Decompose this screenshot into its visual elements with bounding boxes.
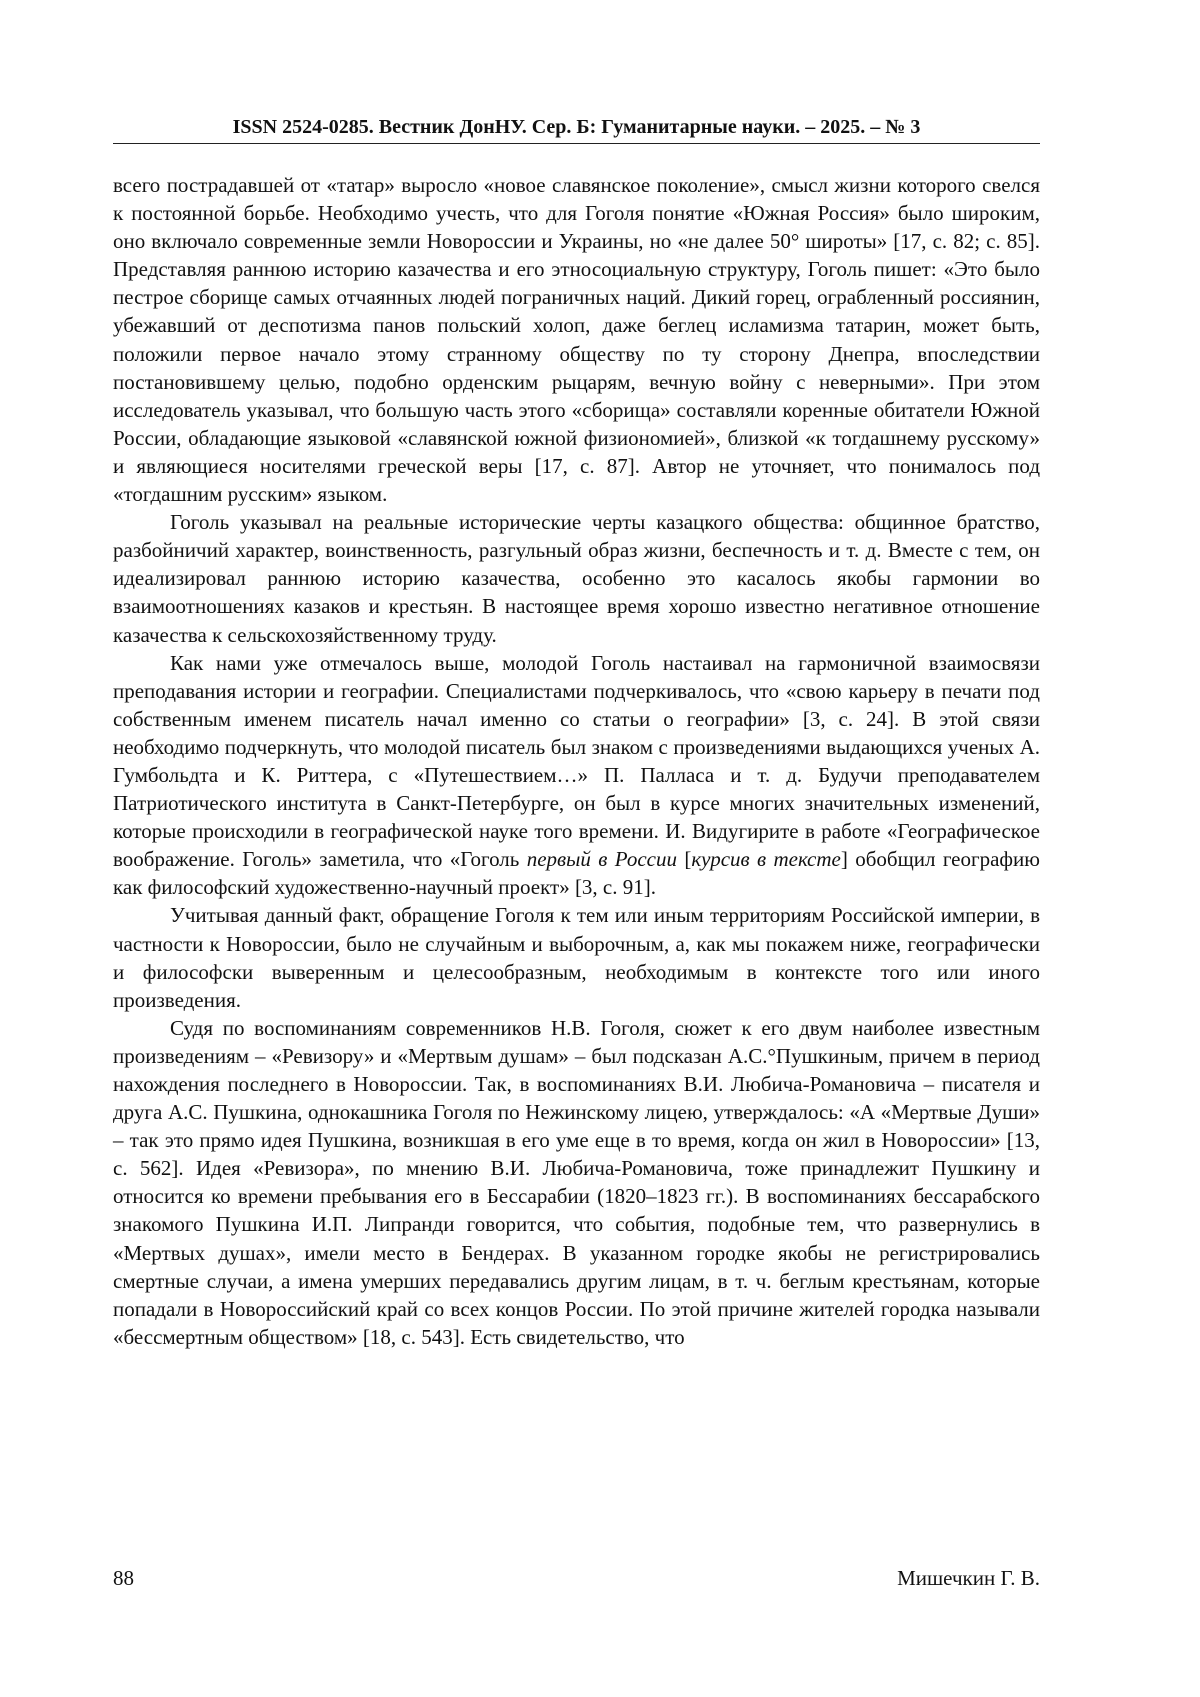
paragraph-3-text-middle: [ — [676, 847, 692, 872]
paragraph-3-text-before: Как нами уже отмечалось выше, молодой Гоголь настаивал на гармоничной взаимосвязи преподавания истории и географии. Специалистами подчеркивалось, что «свою карьеру в печати под собственным именем писатель начал именно со статьи о географии» [3, с. 24]. В этой связи необходимо подчеркнуть, что молодой писатель был знаком с произведениями выдающихся ученых А. Гумбольдта и К. Риттера, с «Путешествием…» П. Палласа и т. д. Будучи преподавателем Патриотического института в Санкт-Петербурге, он был в курсе многих значительных изменений, которые происходили в географической науке того времени. И. Видугирите в работе «Географическое воображение. Гоголь» заметила, что «Гоголь — [113, 650, 1040, 872]
paragraph-4: Учитывая данный факт, обращение Гоголя к тем или иным территориям Российской империи, в частности к Новороссии, было не случайным и выборочным, а, как мы покажем ниже, географически и философски выверенным и целесообразным, необходимым в контексте того или иного произведения. — [113, 903, 1040, 1012]
page-number: 88 — [113, 1566, 134, 1590]
paragraph-5: Судя по воспоминаниям современников Н.В. Гоголя, сюжет к его двум наиболее известным произведениям – «Ревизору» и «Мертвым душам» – был подсказан А.С.°Пушкиным, причем в период нахождения последнего в Новороссии. Так, в воспоминаниях В.И. Любича-Романовича – писателя и друга А.С. Пушкина, однокашника Гоголя по Нежинскому лицею, утверждалось: «А «Мертвые Души» – так это прямо идея Пушкина, возникшая в его уме еще в то время, когда он жил в Новороссии» [13, с. 562]. Идея «Ревизора», по мнению В.И. Любича-Романовича, тоже принадлежит Пушкину и относится ко времени пребывания его в Бессарабии (1820–1823 гг.). В воспоминаниях бессарабского знакомого Пушкина И.П. Липранди говорится, что события, подобные тем, что развернулись в «Мертвых душах», имели место в Бендерах. В указанном городке якобы не регистрировались смертные случаи, а имена умерших передавались другим лицам, в т. ч. беглым крестьянам, которые попадали в Новороссийский край со всех концов России. По этой причине жителей городка называли «бессмертным обществом» [18, с. 543]. Есть свидетельство, что — [113, 1015, 1040, 1349]
page-footer — [113, 1565, 1040, 1591]
running-header: ISSN 2524-0285. Вестник ДонНУ. Сер. Б: Гуманитарные науки. – 2025. – № 3 — [113, 114, 1040, 144]
article-body — [113, 171, 1040, 1351]
author-name: Мишечкин Г. В. — [897, 1566, 1040, 1590]
paragraph-3-italic-first-in-russia: первый в России — [526, 847, 677, 872]
paragraph-3-italic-note: курсив в тексте — [691, 847, 841, 872]
paragraph-1: всего пострадавшей от «татар» выросло «новое славянское поколение», смысл жизни которого свелся к постоянной борьбе. Необходимо учесть, что для Гоголя понятие «Южная Россия» было широким, оно включало современные земли Новороссии и Украины, но «не далее 50° широты» [17, с. 82; с. 85]. Представляя раннюю историю казачества и его этносоциальную структуру, Гоголь пишет: «Это было пестрое сборище самых отчаянных людей пограничных наций. Дикий горец, ограбленный россиянин, убежавший от деспотизма панов польский холоп, даже беглец исламизма татарин, может быть, положили первое начало этому странному обществу по ту сторону Днепра, впоследствии постановившему целью, подобно орденским рыцарям, вечную войну с неверными». При этом исследователь указывал, что большую часть этого «сборища» составляли коренные обитатели Южной России, обладающие языковой «славянской южной физиономией», близкой «к тогдашнему русскому» и являющиеся носителями греческой веры [17, с. 87]. Автор не уточняет, что понималось под «тогдашним русским» языком. — [113, 173, 1040, 507]
paragraph-2: Гоголь указывал на реальные исторические черты казацкого общества: общинное братство, разбойничий характер, воинственность, разгульный образ жизни, беспечность и т. д. Вместе с тем, он идеализировал раннюю историю казачества, особенно это касалось якобы гармонии во взаимоотношениях казаков и крестьян. В настоящее время хорошо известно негативное отношение казачества к сельскохозяйственному труду. — [113, 510, 1040, 647]
paragraph-3-text-after: ] обобщил географию как философский художественно-научный проект» [3, с. 91]. — [113, 847, 1040, 900]
paragraph-3 — [113, 649, 1040, 902]
